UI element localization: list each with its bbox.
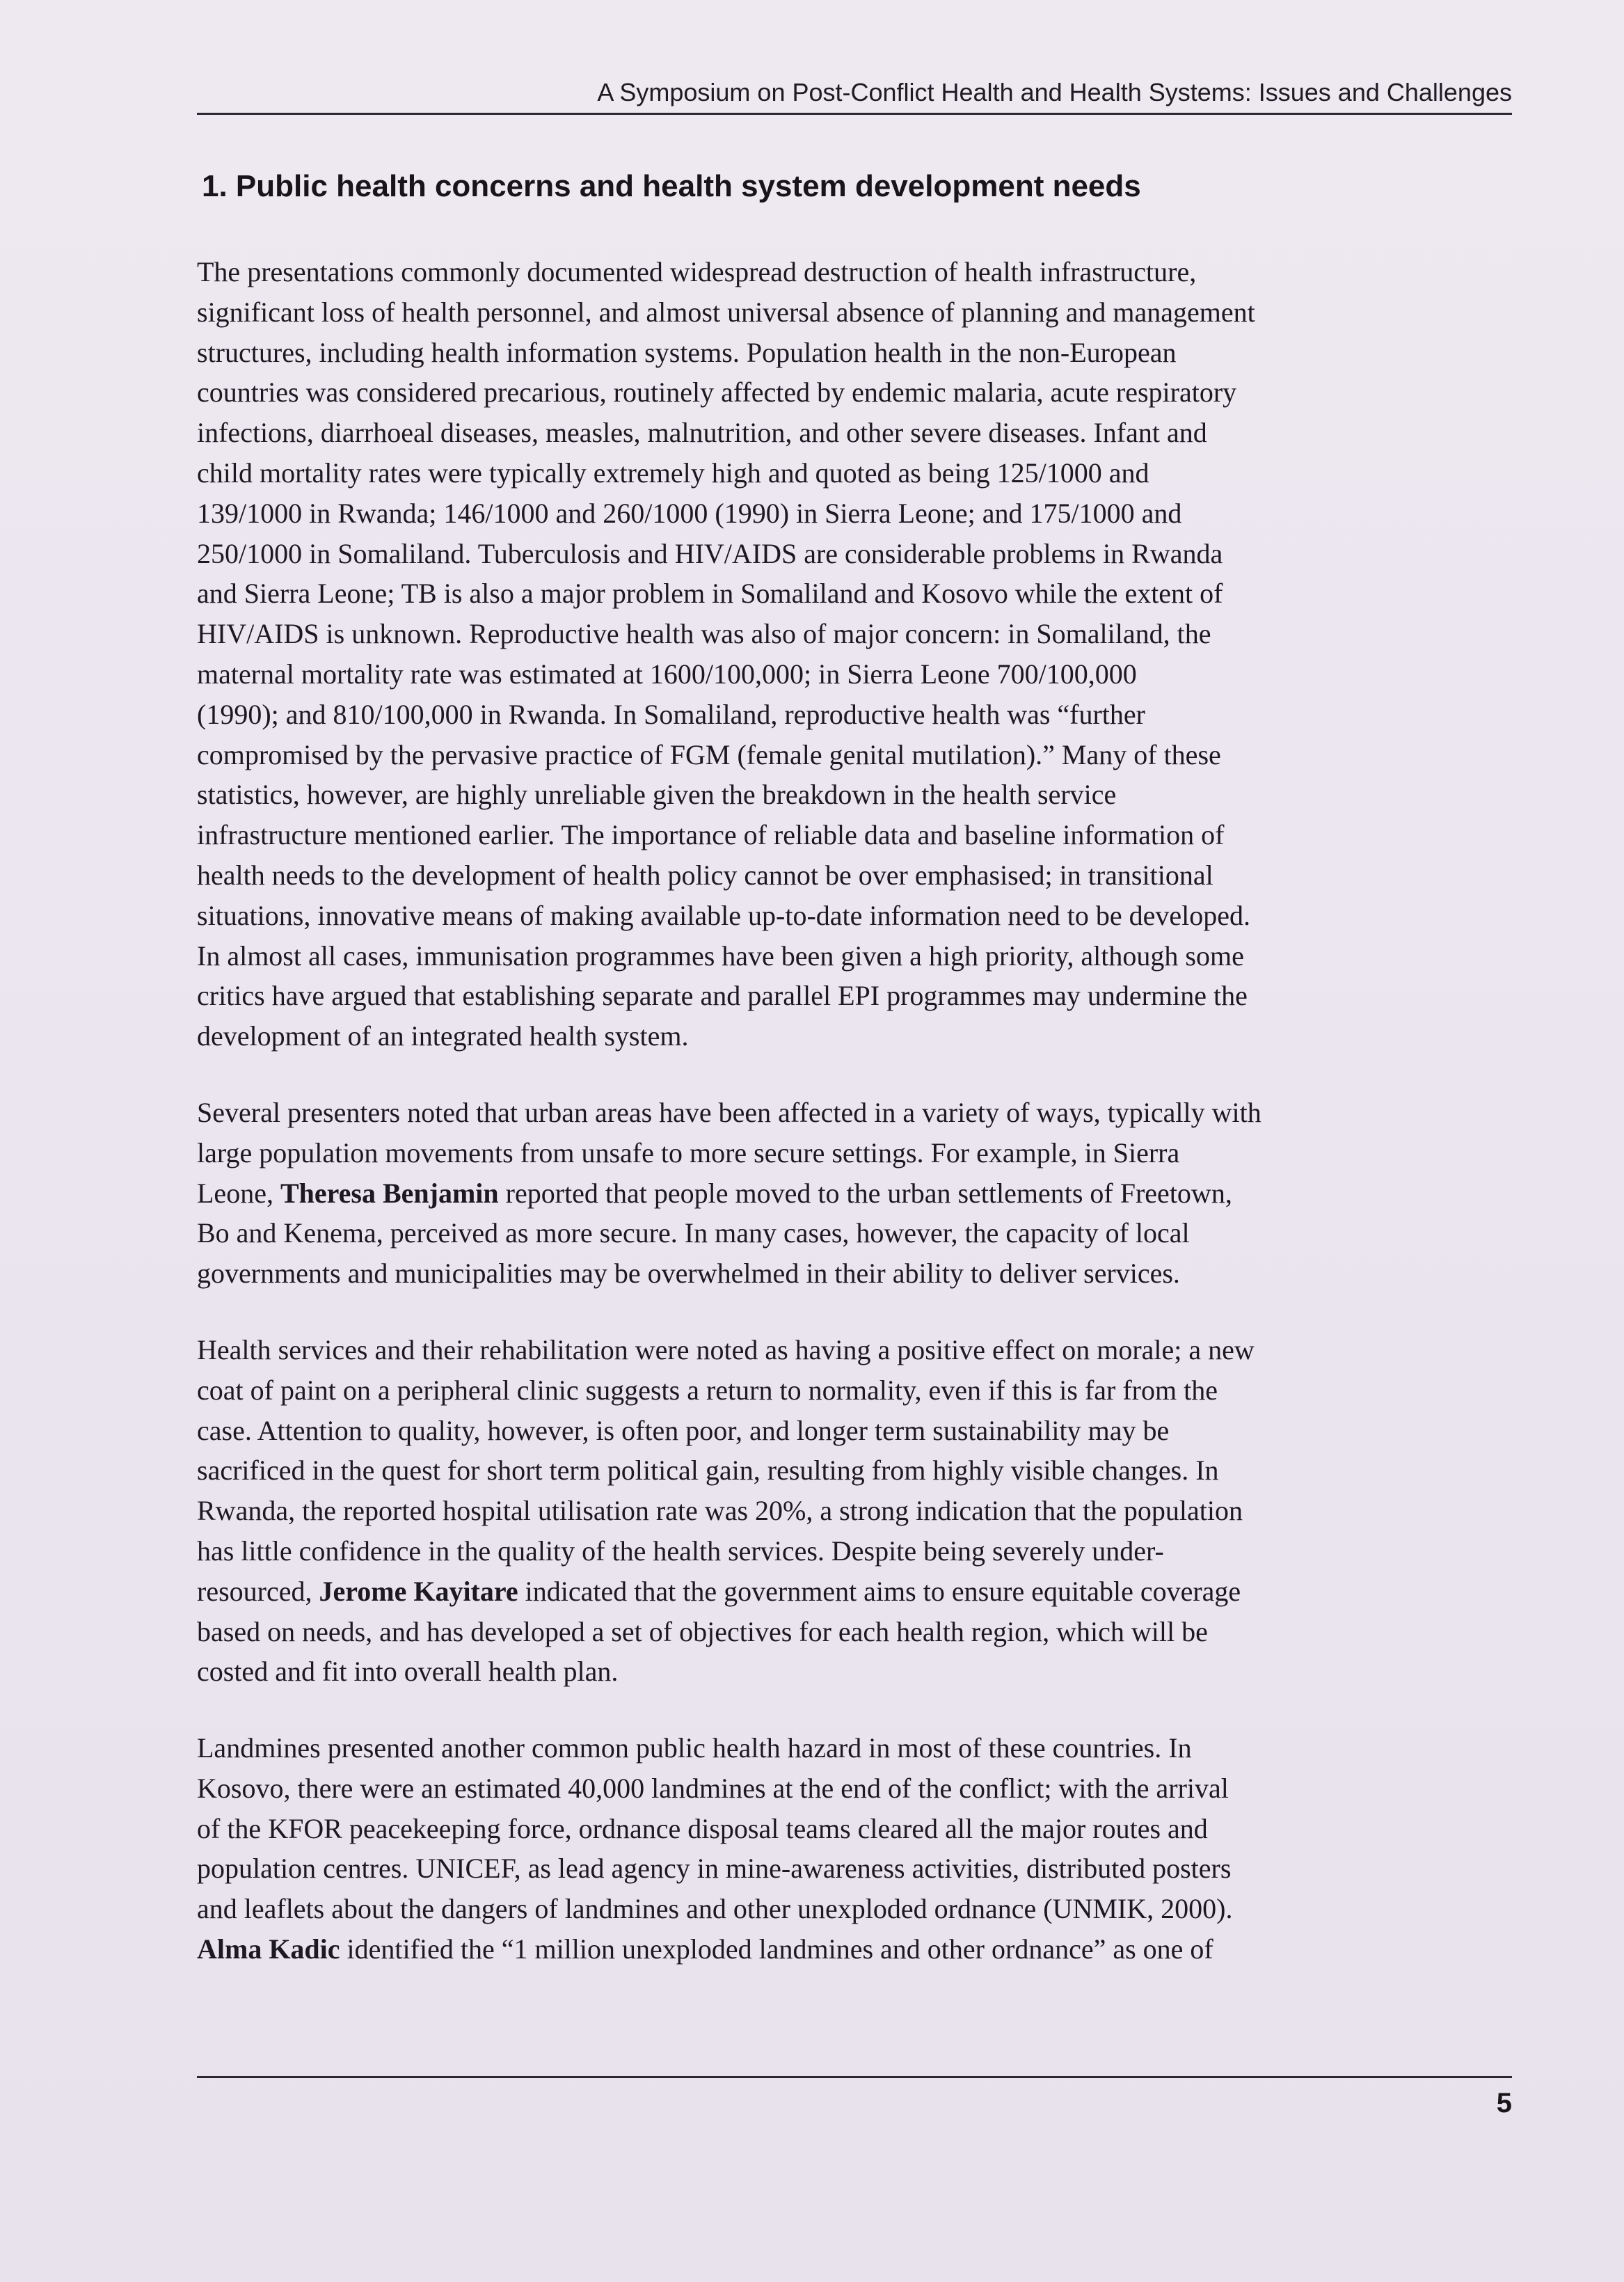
text-segment: costed and fit into overall health plan. — [197, 1656, 619, 1688]
text-segment: based on needs, and has developed a set of objectives for each health region, which will be — [197, 1615, 1208, 1647]
text-line — [197, 1889, 1519, 1929]
text-segment: Bo and Kenema, perceived as more secure. In many cases, however, the capacity of local — [197, 1217, 1190, 1249]
section-heading: 1. Public health concerns and health system development needs — [202, 169, 1141, 203]
text-line — [197, 775, 1519, 815]
text-segment: 139/1000 in Rwanda; 146/1000 and 260/1000 (1990) in Sierra Leone; and 175/1000 and — [197, 497, 1182, 529]
paragraph — [197, 1728, 1519, 1970]
paragraph — [197, 1330, 1519, 1692]
text-line — [197, 976, 1519, 1016]
text-line — [197, 1571, 1519, 1612]
text-segment: large population movements from unsafe to more secure settings. For example, in Sierra — [197, 1136, 1180, 1168]
text-line — [197, 573, 1519, 614]
text-segment: identified the “1 million unexploded landmines and other ordnance” as one of — [340, 1933, 1213, 1965]
running-head: A Symposium on Post-Conflict Health and Health Systems: Issues and Challenges — [597, 78, 1512, 106]
text-line — [197, 1929, 1519, 1970]
text-line — [197, 1213, 1519, 1253]
text-line — [197, 1253, 1519, 1294]
text-line — [197, 1491, 1519, 1531]
text-segment: Kosovo, there were an estimated 40,000 landmines at the end of the conflict; with the arrival — [197, 1772, 1229, 1804]
text-line — [197, 1450, 1519, 1491]
text-segment: coat of paint on a peripheral clinic suggests a return to normality, even if this is far from the — [197, 1374, 1218, 1406]
body-text — [197, 252, 1519, 2006]
text-segment: maternal mortality rate was estimated at 1600/100,000; in Sierra Leone 700/100,000 — [197, 658, 1137, 690]
footer-rule — [197, 2076, 1512, 2078]
text-segment: HIV/AIDS is unknown. Reproductive health was also of major concern: in Somaliland, the — [197, 618, 1211, 650]
presenter-name: Jerome Kayitare — [319, 1575, 518, 1607]
text-line — [197, 896, 1519, 936]
text-segment: sacrificed in the quest for short term political gain, resulting from highly visible changes. In — [197, 1455, 1219, 1487]
text-line — [197, 1411, 1519, 1451]
presenter-name: Alma Kadic — [197, 1933, 340, 1965]
presenter-name: Theresa Benjamin — [280, 1177, 499, 1209]
text-line — [197, 1848, 1519, 1889]
text-segment: Several presenters noted that urban areas have been affected in a variety of ways, typically with — [197, 1096, 1261, 1128]
text-line — [197, 1173, 1519, 1214]
text-segment: case. Attention to quality, however, is often poor, and longer term sustainability may be — [197, 1414, 1170, 1446]
text-segment: infections, diarrhoeal diseases, measles, malnutrition, and other severe diseases. Infant and — [197, 417, 1207, 449]
text-line — [197, 292, 1519, 333]
text-line — [197, 1728, 1519, 1768]
text-line — [197, 1809, 1519, 1849]
text-line — [197, 815, 1519, 855]
text-segment: reported that people moved to the urban settlements of Freetown, — [498, 1177, 1232, 1209]
text-line — [197, 252, 1519, 292]
text-segment: The presentations commonly documented widespread destruction of health infrastructure, — [197, 256, 1197, 287]
text-segment: countries was considered precarious, routinely affected by endemic malaria, acute respiratory — [197, 377, 1237, 409]
text-segment: structures, including health information systems. Population health in the non-European — [197, 336, 1177, 368]
text-segment: development of an integrated health system. — [197, 1020, 689, 1052]
text-line — [197, 1093, 1519, 1133]
text-segment: child mortality rates were typically extremely high and quoted as being 125/1000 and — [197, 457, 1149, 489]
text-segment: statistics, however, are highly unreliable given the breakdown in the health service — [197, 779, 1117, 811]
text-segment: In almost all cases, immunisation programmes have been given a high priority, although some — [197, 940, 1244, 972]
text-line — [197, 936, 1519, 976]
text-segment: (1990); and 810/100,000 in Rwanda. In Somaliland, reproductive health was “further — [197, 698, 1145, 730]
text-line — [197, 654, 1519, 695]
text-line — [197, 453, 1519, 493]
text-segment: and leaflets about the dangers of landmines and other unexploded ordnance (UNMIK, 2000). — [197, 1893, 1233, 1925]
text-line — [197, 372, 1519, 413]
text-segment: 250/1000 in Somaliland. Tuberculosis and HIV/AIDS are considerable problems in Rwanda — [197, 537, 1223, 569]
text-segment: has little confidence in the quality of the health services. Despite being severely under- — [197, 1535, 1164, 1567]
text-line — [197, 1330, 1519, 1370]
text-line — [197, 1531, 1519, 1571]
text-segment: population centres. UNICEF, as lead agency in mine-awareness activities, distributed posters — [197, 1853, 1232, 1885]
text-segment: health needs to the development of health policy cannot be over emphasised; in transitional — [197, 859, 1213, 891]
text-segment: Landmines presented another common public health hazard in most of these countries. In — [197, 1732, 1192, 1764]
text-segment: of the KFOR peacekeeping force, ordnance disposal teams cleared all the major routes and — [197, 1812, 1208, 1844]
header-rule — [197, 113, 1512, 115]
paragraph — [197, 252, 1519, 1056]
text-line — [197, 534, 1519, 574]
text-segment: indicated that the government aims to ensure equitable coverage — [518, 1575, 1241, 1607]
text-line — [197, 1768, 1519, 1809]
text-segment: Health services and their rehabilitation were noted as having a positive effect on morale; a new — [197, 1333, 1255, 1365]
text-segment: Rwanda, the reported hospital utilisation rate was 20%, a strong indication that the population — [197, 1495, 1243, 1527]
text-segment: critics have argued that establishing separate and parallel EPI programmes may undermine the — [197, 980, 1248, 1012]
text-line — [197, 1651, 1519, 1692]
text-line — [197, 493, 1519, 534]
text-line — [197, 695, 1519, 735]
text-line — [197, 735, 1519, 775]
page-number: 5 — [1496, 2088, 1512, 2118]
text-line — [197, 614, 1519, 654]
text-line — [197, 1133, 1519, 1173]
text-line — [197, 1370, 1519, 1411]
text-segment: and Sierra Leone; TB is also a major problem in Somaliland and Kosovo while the extent of — [197, 578, 1223, 610]
text-line — [197, 1612, 1519, 1652]
text-segment: governments and municipalities may be overwhelmed in their ability to deliver services. — [197, 1258, 1180, 1290]
text-segment: significant loss of health personnel, and almost universal absence of planning and management — [197, 296, 1255, 328]
text-segment: situations, innovative means of making available up-to-date information need to be developed. — [197, 899, 1251, 931]
text-segment: compromised by the pervasive practice of FGM (female genital mutilation).” Many of these — [197, 738, 1221, 770]
text-line — [197, 413, 1519, 453]
text-segment: Leone, — [197, 1177, 280, 1209]
text-line — [197, 333, 1519, 373]
text-segment: resourced, — [197, 1575, 319, 1607]
text-line — [197, 1016, 1519, 1056]
text-line — [197, 855, 1519, 896]
text-segment: infrastructure mentioned earlier. The importance of reliable data and baseline information of — [197, 819, 1225, 851]
paragraph — [197, 1093, 1519, 1294]
